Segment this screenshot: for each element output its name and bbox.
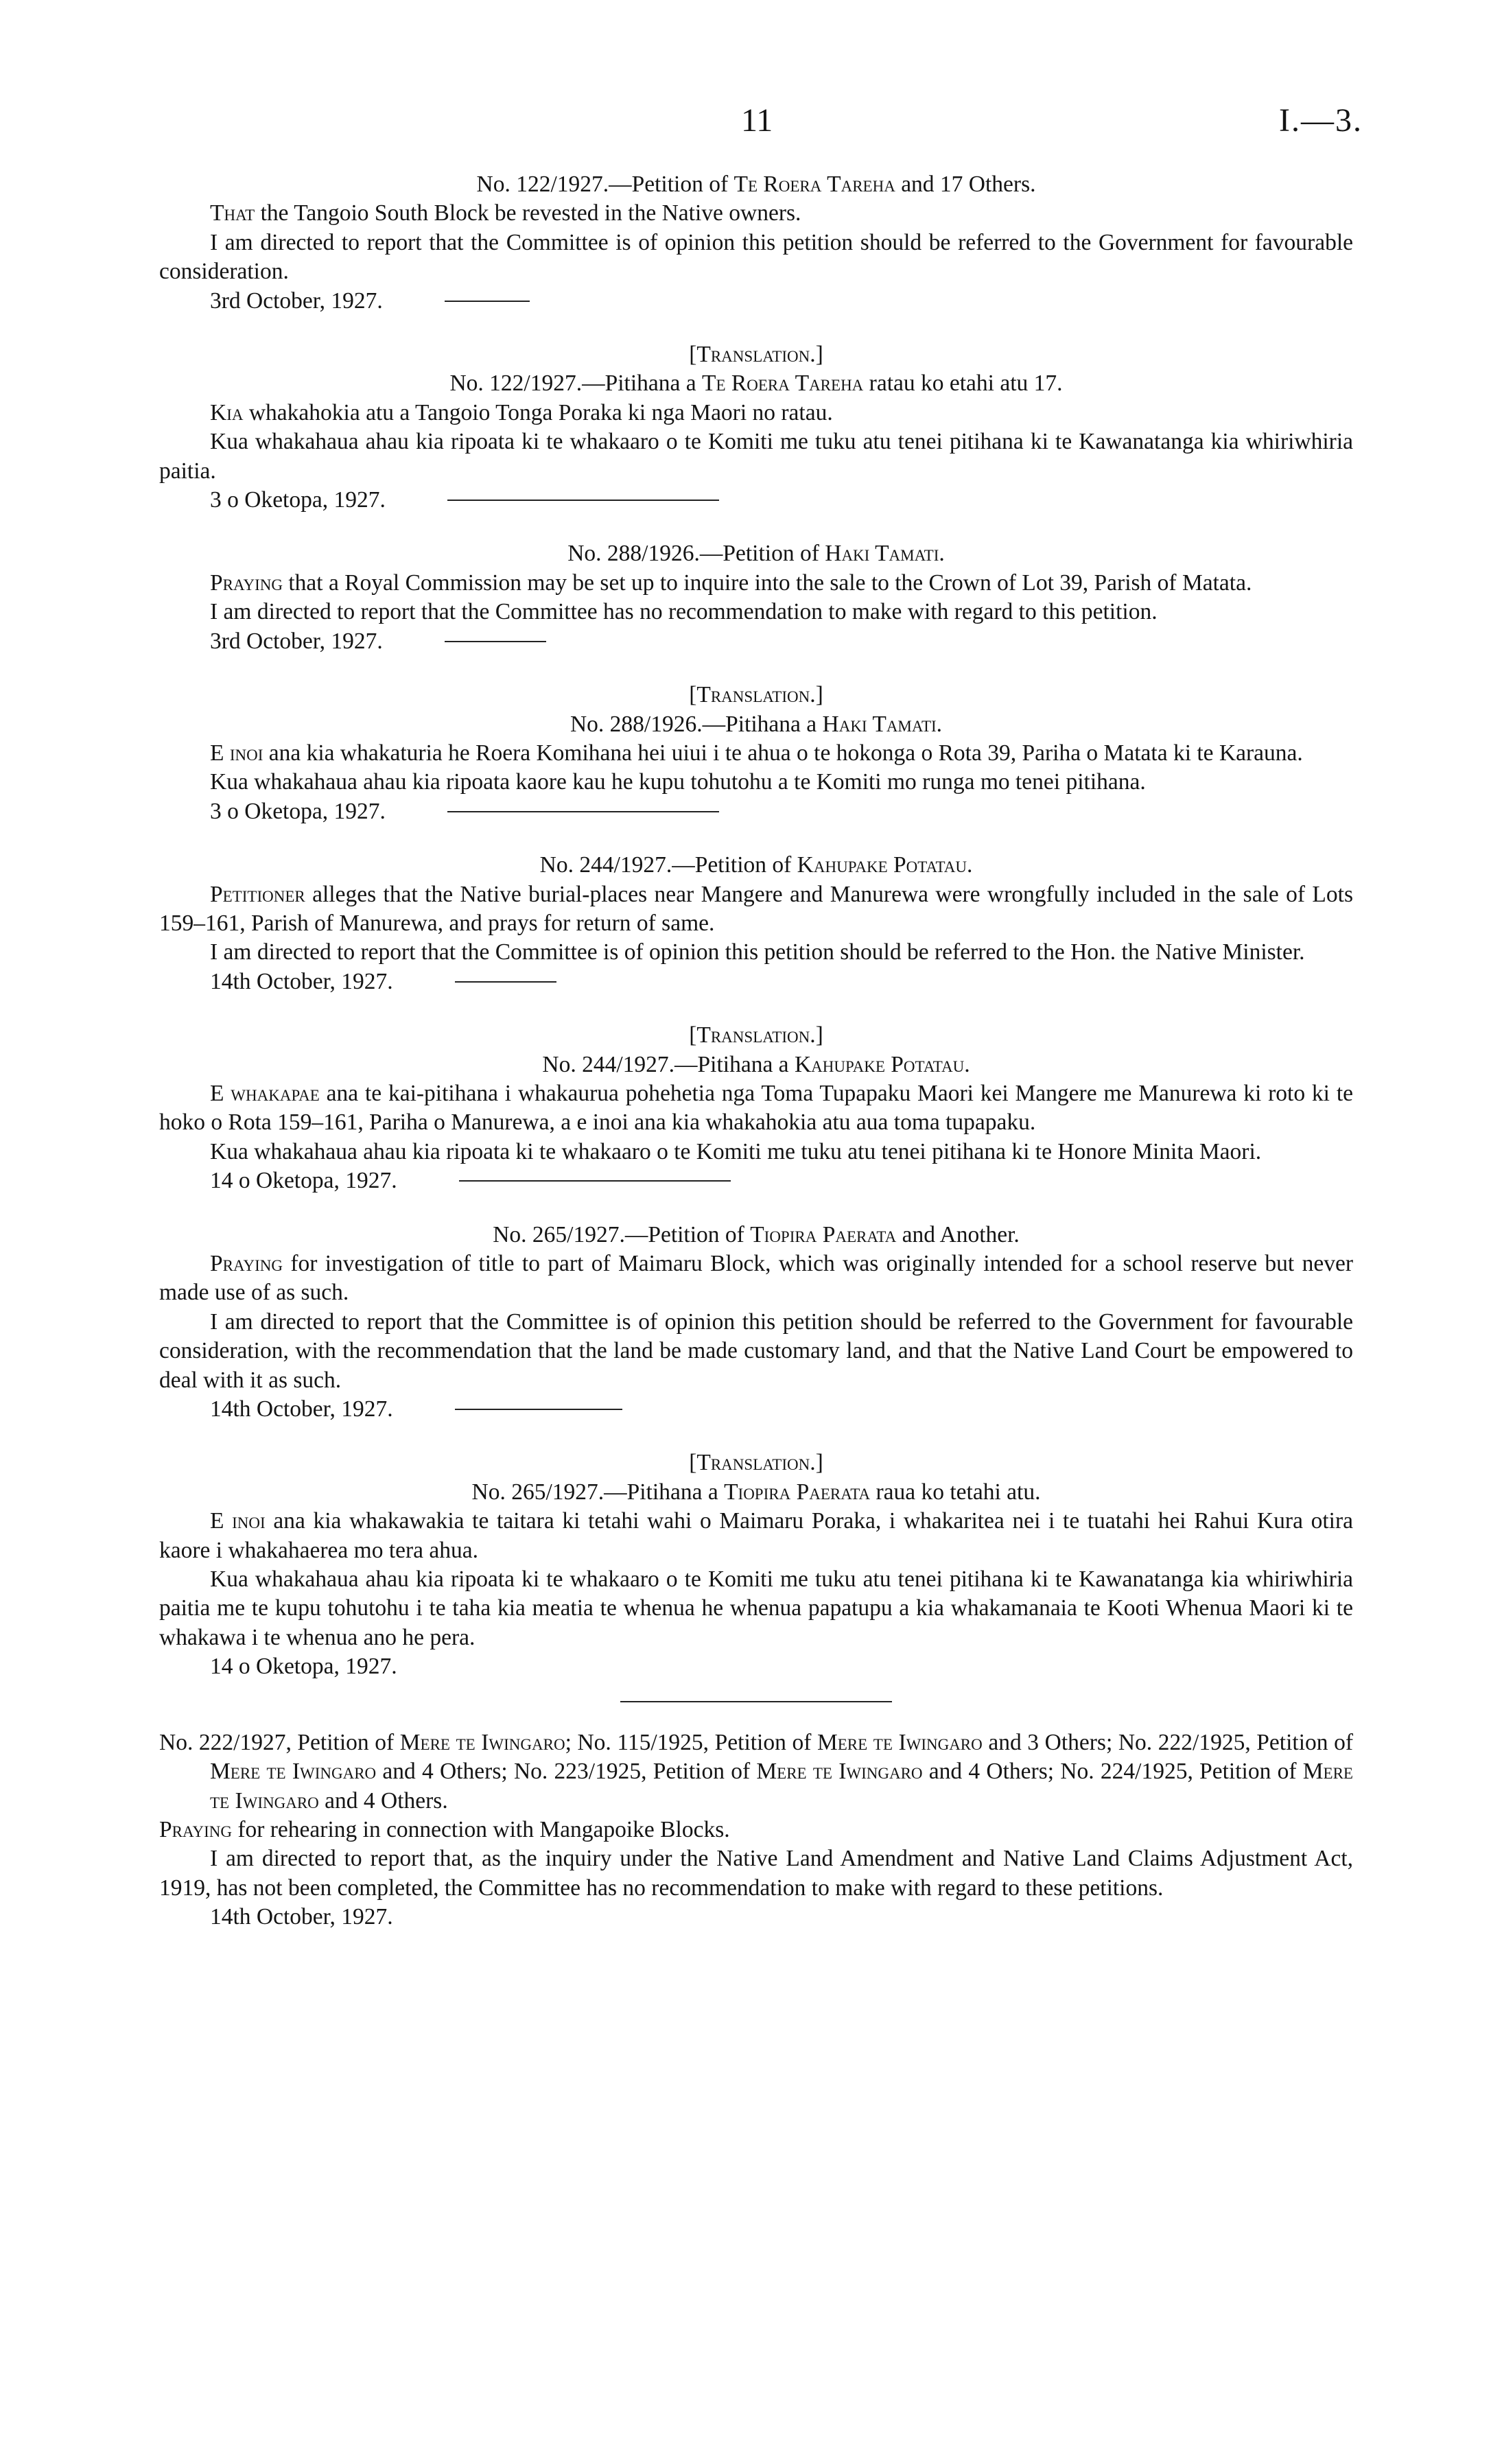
- heading-text: No. 288/1926.—Pitihana a: [570, 711, 823, 737]
- petition-prayer: [159, 199, 1353, 228]
- petitioner-name: Mere te Iwingaro: [756, 1759, 923, 1785]
- prayer-text: the Tangoio South Block be revested in the Native owners.: [255, 200, 801, 226]
- translation-label: [Translation.]: [689, 342, 823, 368]
- prayer-text: for investigation of title to part of Maimaru Block, which was originally intended for a school reserve but never made use of as such.: [159, 1251, 1353, 1306]
- heading-text: No. 265/1927.—Petition of: [493, 1221, 751, 1247]
- separator-rule: [445, 301, 530, 302]
- date-line: [159, 627, 1353, 656]
- committee-report: I am directed to report that the Committee has no recommendation to make with regard to this petition.: [210, 599, 1158, 625]
- report-date: 3 o Oketopa, 1927.: [210, 487, 386, 513]
- petitioner-name: Mere te Iwingaro: [210, 1759, 1353, 1814]
- translation-label: [Translation.]: [689, 1022, 823, 1048]
- heading-text: ; No. 115/1925, Petition of: [565, 1729, 817, 1755]
- separator-rule: [455, 981, 556, 983]
- petitioner-name: Kahupake Potatau: [794, 1051, 965, 1077]
- separator-rule: [459, 1180, 731, 1182]
- heading-text: .: [966, 852, 973, 878]
- date-line: [159, 1395, 1353, 1424]
- petition-heading: [159, 1051, 1353, 1079]
- prayer-lead: Praying: [210, 570, 283, 596]
- petition-288-1926: [159, 539, 1353, 656]
- heading-text: and 4 Others; No. 223/1925, Petition of: [376, 1759, 757, 1785]
- committee-report: Kua whakahaua ahau kia ripoata ki te whakaaro o te Komiti me tuku atu tenei pitihana ki te Kawanatanga kia whiriwhiria paitia.: [159, 429, 1353, 484]
- report-date: 14th October, 1927.: [210, 1904, 393, 1930]
- translation-288-1926: [159, 681, 1353, 826]
- petitioner-name: Kahupake Potatau: [797, 852, 967, 878]
- petition-heading: [159, 1221, 1353, 1249]
- petitioner-name: Haki Tamati: [825, 541, 939, 567]
- committee-report: Kua whakahaua ahau kia ripoata ki te whakaaro o te Komiti me tuku atu tenei pitihana ki te Kawanatanga kia whiriwhiria paitia me te kupu tohutohu i te taha kia meatia te whenua he whenua papatupu a kia whakamanaia te Kooti Whenua Maori ki te whakawa i te whenua ano he pera.: [159, 1567, 1353, 1650]
- heading-text: No. 265/1927.—Pitihana a: [471, 1479, 725, 1505]
- petition-244-1927: [159, 851, 1353, 996]
- page-number: 11: [741, 102, 773, 139]
- petitioner-name: Mere te Iwingaro: [210, 1759, 377, 1785]
- report-date: 3rd October, 1927.: [210, 288, 383, 314]
- petitioner-name: Mere te Iwingaro: [399, 1729, 565, 1755]
- heading-text: and 4 Others; No. 224/1925, Petition of: [922, 1759, 1303, 1785]
- report-date: 14th October, 1927.: [210, 968, 393, 994]
- petition-prayer: [159, 1079, 1353, 1138]
- heading-text: No. 222/1927, Petition of: [159, 1729, 400, 1755]
- committee-report: I am directed to report that the Committee is of opinion this petition should be referred to the Hon. the Native Minister.: [210, 939, 1305, 965]
- prayer-text: for rehearing in connection with Mangapoike Blocks.: [231, 1816, 730, 1842]
- petitioner-name: Mere te Iwingaro: [817, 1729, 983, 1755]
- heading-text: and 4 Others.: [318, 1787, 448, 1814]
- petitioner-name: Haki Tamati: [822, 711, 937, 737]
- heading-text: No. 288/1926.—Petition of: [567, 541, 825, 567]
- page-content: [159, 170, 1353, 1932]
- heading-text: and 3 Others; No. 222/1925, Petition of: [982, 1729, 1354, 1755]
- prayer-text: ana te kai-pitihana i whakaurua pohehetia nga Toma Tupapaku Maori kei Mangere me Manurewa ki roto ki te hoko o Rota 159–161, Pariha o Manurewa, a e inoi ana kia whakahokia atu aua toma tupapaku.: [159, 1080, 1354, 1136]
- prayer-lead: E inoi: [210, 740, 263, 766]
- prayer-lead: Praying: [159, 1816, 232, 1842]
- report-date: 14 o Oketopa, 1927.: [210, 1654, 397, 1680]
- date-line: [159, 967, 1353, 996]
- prayer-text: ana kia whakawakia te taitara ki tetahi wahi o Maimaru Poraka, i whakaritea nei i te tuatahi hei Rahui Kura otira kaore i whakahaerea mo tera ahua.: [159, 1508, 1353, 1563]
- committee-report: I am directed to report that the Committee is of opinion this petition should be referred to the Government for favourable consideration.: [159, 229, 1353, 285]
- document-reference: I.—3.: [1279, 102, 1363, 139]
- petition-prayer: [159, 1249, 1353, 1308]
- heading-text: and Another.: [896, 1221, 1020, 1247]
- heading-text: .: [936, 711, 943, 737]
- petition-prayer: [159, 1507, 1353, 1565]
- heading-text: No. 244/1927.—Petition of: [539, 852, 797, 878]
- heading-text: ratau ko etahi atu 17.: [863, 371, 1063, 397]
- date-line: [159, 287, 1353, 316]
- separator-rule: [447, 500, 719, 501]
- heading-text: and 17 Others.: [895, 172, 1036, 197]
- petition-prayer: [159, 399, 1353, 427]
- separator-rule: [455, 1409, 622, 1410]
- translation-244-1927: [159, 1021, 1353, 1195]
- prayer-lead: Petitioner: [210, 881, 305, 907]
- report-date: 14th October, 1927.: [210, 1396, 393, 1422]
- date-line: [159, 486, 1353, 515]
- petition-heading: [159, 1728, 1353, 1816]
- petition-heading: [159, 369, 1353, 398]
- date-line: [159, 1166, 1353, 1195]
- committee-report: Kua whakahaua ahau kia ripoata kaore kau he kupu tohutohu a te Komiti mo runga mo tenei pitihana.: [210, 769, 1146, 795]
- petitioner-name: Tiopira Paerata: [724, 1479, 871, 1505]
- heading-text: No. 244/1927.—Pitihana a: [542, 1051, 795, 1077]
- petitioner-name: Tiopira Paerata: [750, 1221, 897, 1247]
- petition-heading: [159, 851, 1353, 880]
- petition-265-1927: [159, 1221, 1353, 1424]
- committee-report: Kua whakahaua ahau kia ripoata ki te whakaaro o te Komiti me tuku atu tenei pitihana ki te Honore Minita Maori.: [210, 1138, 1262, 1164]
- prayer-text: that a Royal Commission may be set up to inquire into the sale to the Crown of Lot 39, Parish of Matata.: [282, 570, 1252, 596]
- prayer-text: ana kia whakaturia he Roera Komihana hei uiui i te ahua o te hokonga o Rota 39, Pariha o Matata ki te Karauna.: [263, 740, 1303, 766]
- translation-122-1927: [159, 340, 1353, 515]
- petition-heading: [159, 170, 1353, 199]
- prayer-lead: E whakapae: [210, 1080, 320, 1106]
- petition-prayer: [159, 880, 1353, 939]
- petitioner-name: Te Roera Tareha: [733, 172, 895, 197]
- petition-prayer: [159, 1816, 1353, 1844]
- prayer-lead: E inoi: [210, 1508, 266, 1534]
- committee-report: I am directed to report that the Committee is of opinion this petition should be referred to the Government for favourable consideration, with the recommendation that the land be made customary land, and that the Native Land Court be empowered to deal with it as such.: [159, 1309, 1353, 1393]
- prayer-text: whakahokia atu a Tangoio Tonga Poraka ki nga Maori no ratau.: [243, 399, 833, 425]
- heading-text: raua ko tetahi atu.: [870, 1479, 1041, 1505]
- heading-text: No. 122/1927.—Pitihana a: [449, 371, 702, 397]
- heading-text: .: [964, 1051, 970, 1077]
- translation-265-1927: [159, 1448, 1353, 1702]
- petition-prayer: [159, 739, 1353, 768]
- date-line: [159, 1652, 1353, 1681]
- petition-122-1927: [159, 170, 1353, 316]
- report-date: 3rd October, 1927.: [210, 628, 383, 654]
- committee-report: I am directed to report that, as the inquiry under the Native Land Amendment and Native Land Claims Adjustment Act, 1919, has not been completed, the Committee has no recommendation to make with regard to these petitions.: [159, 1846, 1353, 1901]
- date-line: [159, 797, 1353, 826]
- heading-text: No. 122/1927.—Petition of: [476, 172, 734, 197]
- date-line: [159, 1903, 1353, 1932]
- petition-heading: [159, 710, 1353, 739]
- separator-rule: [445, 641, 546, 642]
- translation-label: [Translation.]: [689, 1450, 823, 1476]
- prayer-lead: Praying: [210, 1251, 283, 1276]
- petition-prayer: [159, 569, 1353, 598]
- prayer-text: alleges that the Native burial-places near Mangere and Manurewa were wrongfully included in the sale of Lots 159–161, Parish of Manurewa, and prays for return of same.: [159, 881, 1353, 936]
- section-separator-rule: [620, 1701, 892, 1702]
- petitions-mere-te-iwingaro: [159, 1728, 1353, 1932]
- translation-label: [Translation.]: [689, 682, 823, 708]
- petition-heading: [159, 1478, 1353, 1507]
- separator-rule: [447, 811, 719, 812]
- prayer-lead: Kia: [210, 399, 244, 425]
- heading-text: .: [939, 541, 945, 567]
- petitioner-name: Te Roera Tareha: [702, 371, 864, 397]
- report-date: 14 o Oketopa, 1927.: [210, 1168, 397, 1194]
- prayer-lead: That: [210, 200, 255, 226]
- report-date: 3 o Oketopa, 1927.: [210, 798, 386, 824]
- petition-heading: [159, 539, 1353, 568]
